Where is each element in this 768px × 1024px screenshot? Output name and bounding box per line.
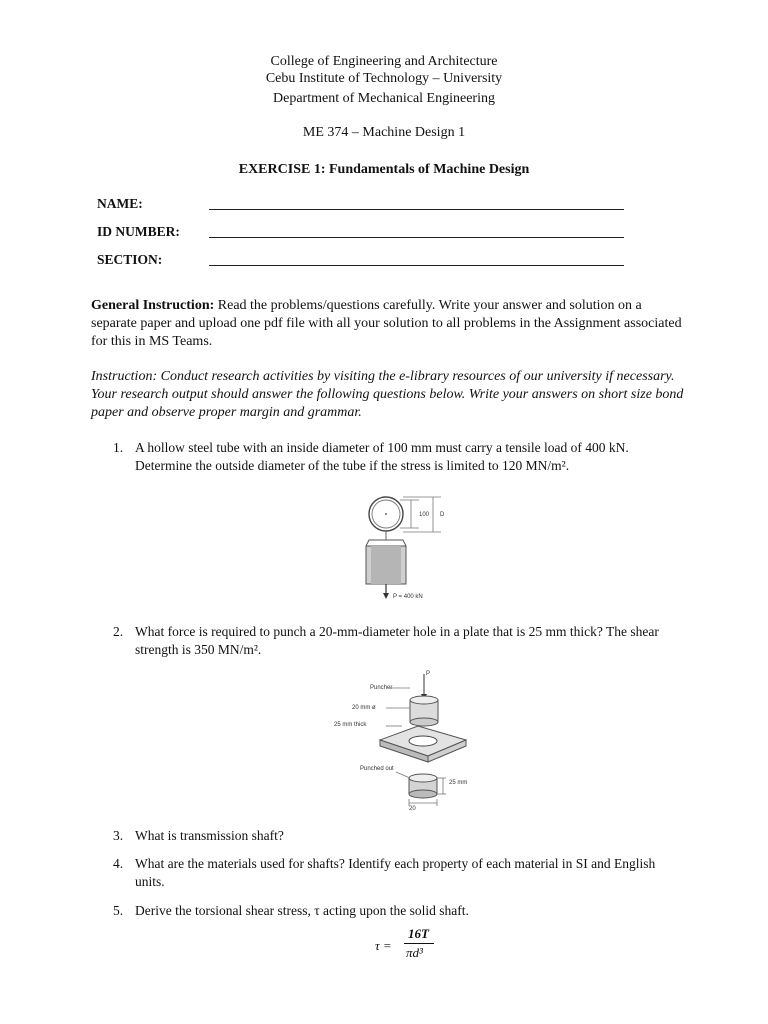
question-text: What is transmission shaft?: [135, 828, 284, 843]
formula-numerator: 16T: [408, 926, 429, 941]
punched-out-label: Punched out: [360, 766, 394, 772]
hollow-tube-figure: [355, 494, 455, 606]
height-label: 25 mm: [449, 780, 468, 786]
department-name: Department of Mechanical Engineering: [273, 91, 495, 106]
question-1: [113, 439, 673, 475]
general-instruction-text: Read the problems/questions carefully. Write your answer and solution on a separate paper and upload one pdf file with all your solution to all problems in the Assignment associated for this in MS Teams.: [91, 298, 682, 349]
id-number-line: [209, 237, 624, 238]
fraction-bar: [404, 943, 434, 944]
width-label: 20: [409, 806, 416, 812]
diameter-label: 20 mm ø: [352, 705, 376, 711]
puncher-label: Puncher: [370, 685, 393, 691]
punch-figure: [330, 670, 475, 818]
question-number: 2.: [113, 624, 124, 639]
outer-diameter-label: D: [440, 512, 445, 518]
section-line: [209, 265, 624, 266]
question-text: What force is required to punch a 20-mm-diameter hole in a plate that is 25 mm thick? The shear strength is 350 MN/m².: [135, 624, 659, 657]
question-text: What are the materials used for shafts? Identify each property of each material in SI and English units.: [135, 856, 656, 889]
exercise-title: EXERCISE 1: Fundamentals of Machine Design: [238, 162, 530, 177]
question-5: [113, 902, 673, 920]
question-4: [113, 855, 673, 891]
question-number: 4.: [113, 856, 124, 871]
name-label: NAME:: [97, 196, 143, 211]
section-label: SECTION:: [97, 252, 163, 267]
question-text: Derive the torsional shear stress, τ acting upon the solid shaft.: [135, 903, 469, 918]
college-name: College of Engineering and Architecture: [270, 54, 498, 69]
question-number: 5.: [113, 903, 124, 918]
name-line: [209, 209, 624, 210]
load-label: P = 400 kN: [393, 594, 423, 600]
formula-denominator: πd³: [406, 945, 423, 960]
university-name: Cebu Institute of Technology – University: [265, 71, 503, 86]
course-title: ME 374 – Machine Design 1: [302, 125, 466, 140]
formula-lhs: τ =: [375, 938, 392, 953]
question-number: 3.: [113, 828, 124, 843]
force-label: P: [426, 671, 431, 677]
id-number-label: ID NUMBER:: [97, 224, 180, 239]
research-instruction: Instruction: Conduct research activities by visiting the e-library resources of our university if necessary. Your research output should answer the following questions below. Write your answers on short size bond paper and observe proper margin and grammar.: [91, 369, 684, 420]
question-number: 1.: [113, 440, 124, 455]
question-2: [113, 623, 673, 659]
question-3: [113, 827, 673, 845]
general-instruction: [91, 297, 691, 351]
inner-diameter-label: 100: [419, 512, 430, 518]
general-instruction-label: General Instruction:: [91, 298, 215, 313]
question-text: A hollow steel tube with an inside diameter of 100 mm must carry a tensile load of 400 kN. Determine the outside diameter of the tube if the stress is limited to 120 MN/m².: [135, 440, 629, 473]
thickness-label: 25 mm thick: [334, 722, 367, 728]
